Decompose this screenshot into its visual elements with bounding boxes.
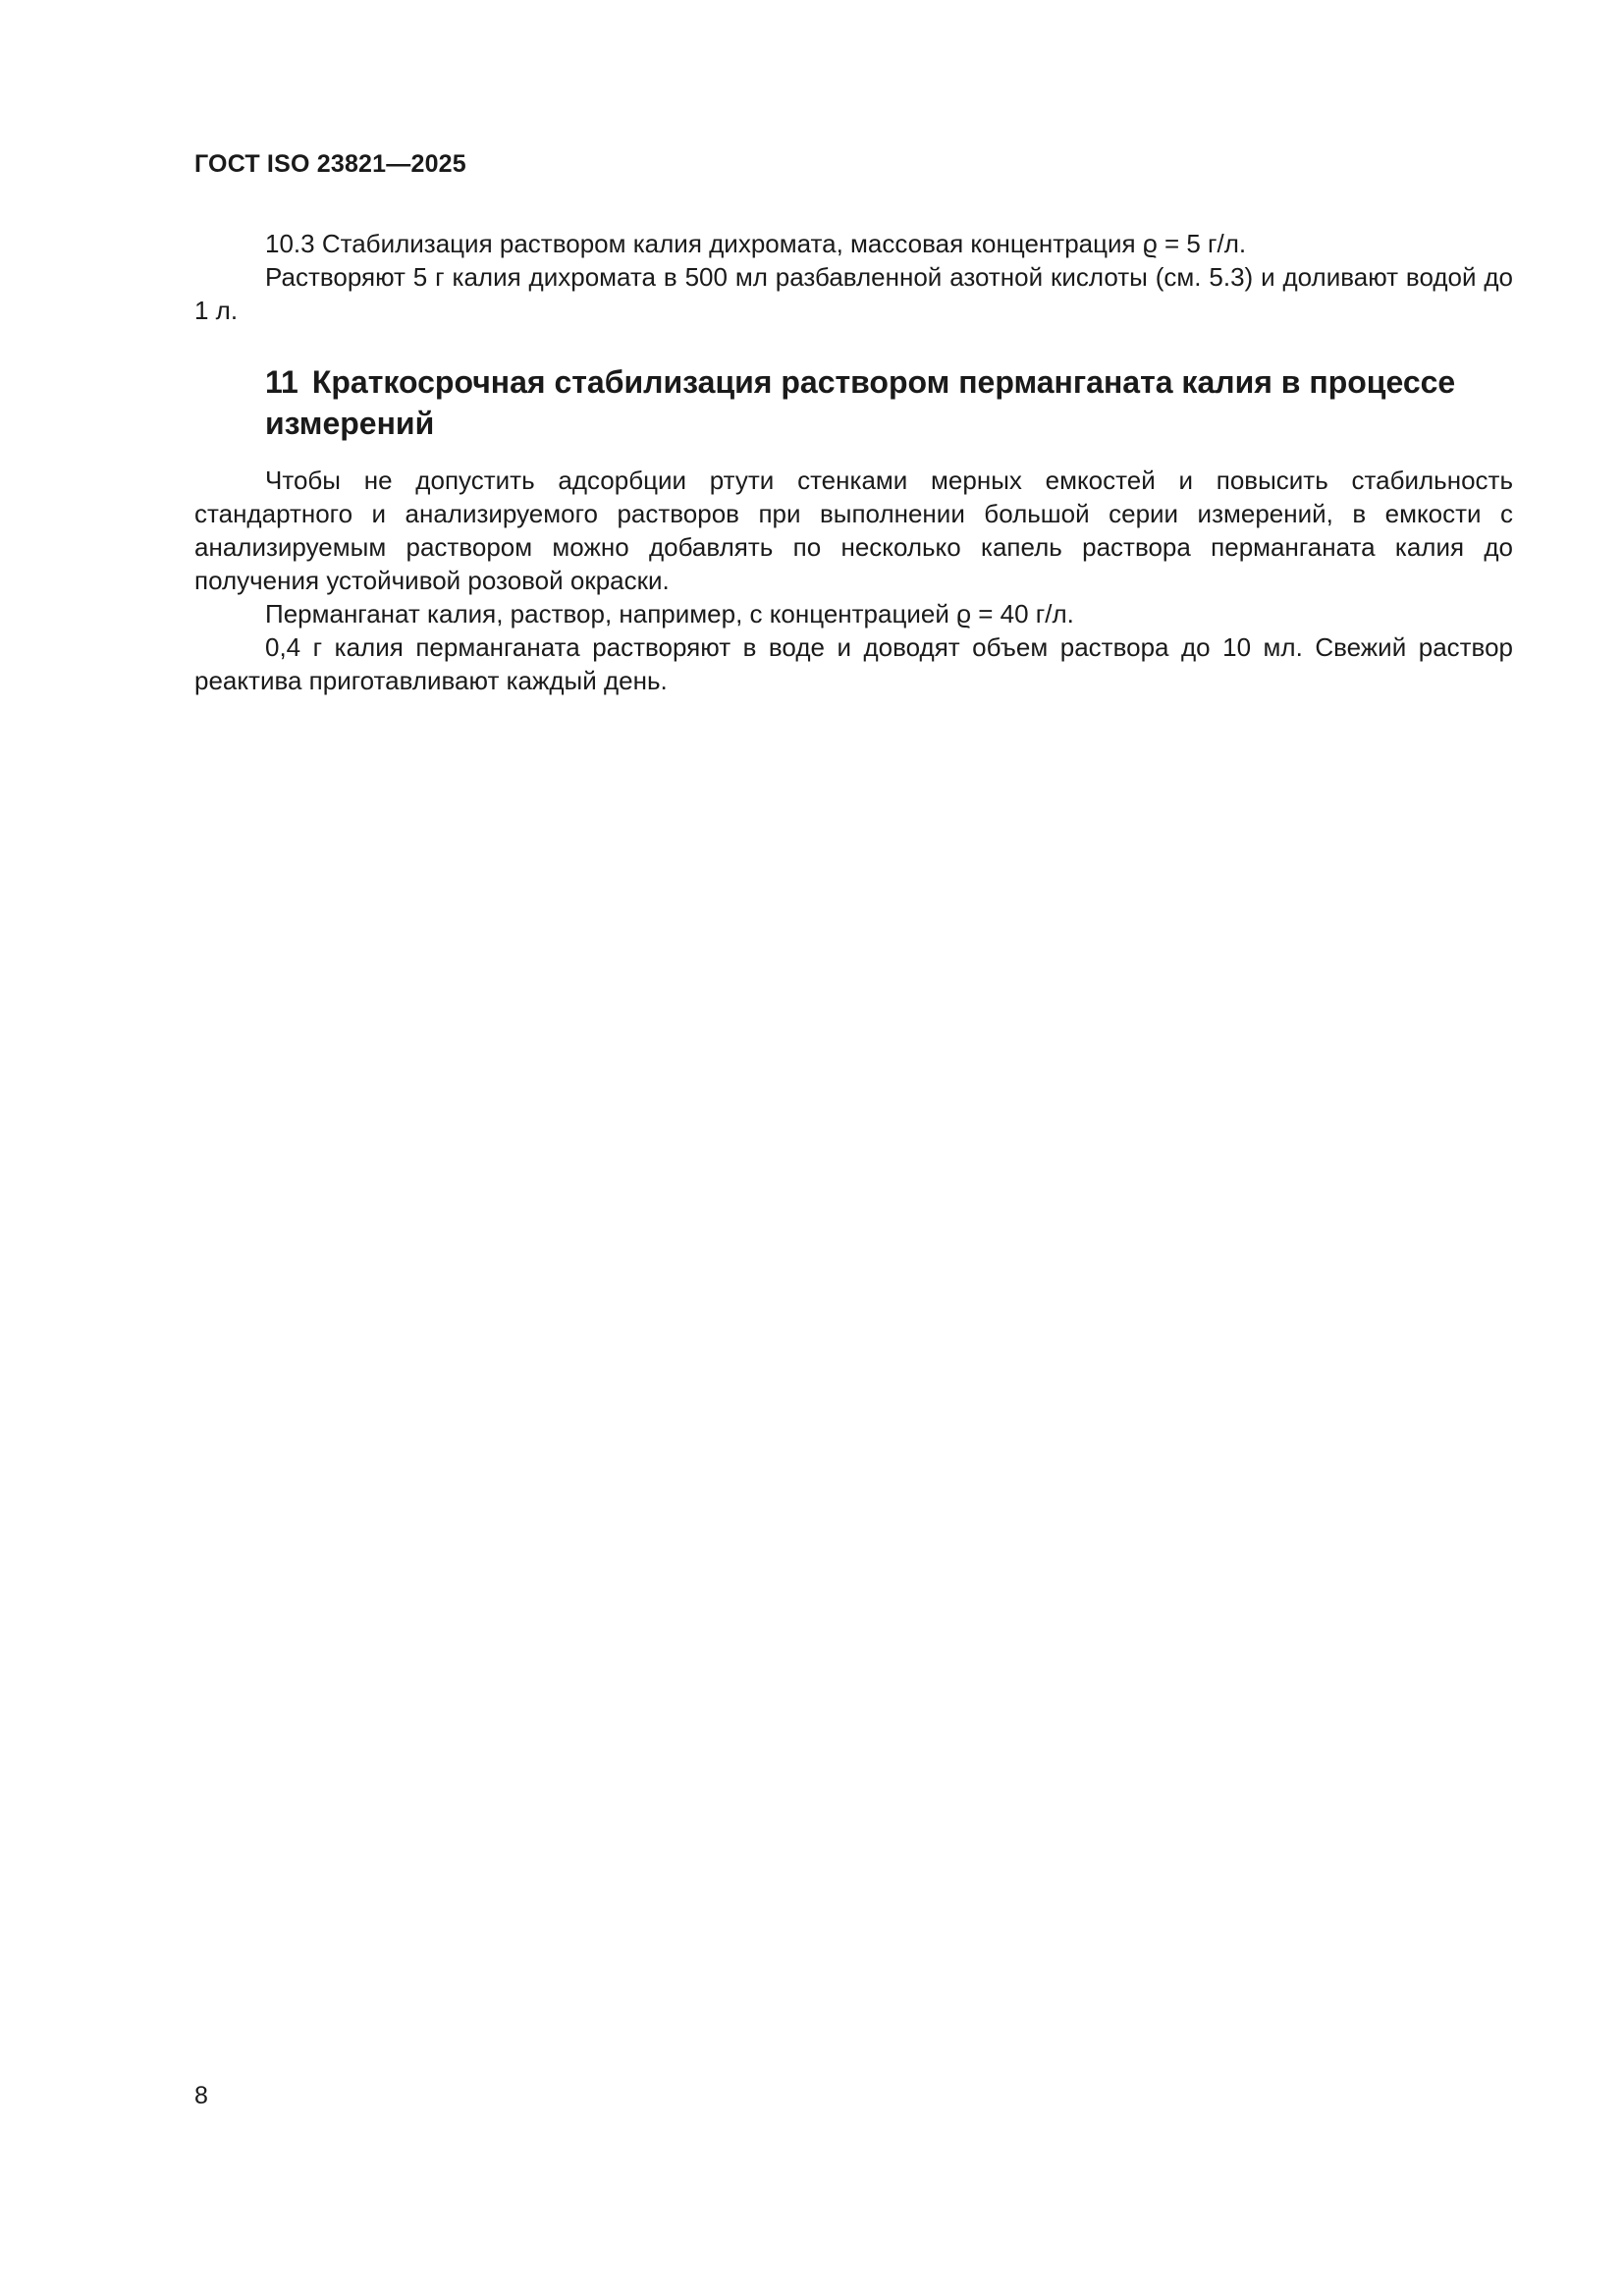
paragraph: Перманганат калия, раствор, например, с концентрацией ϱ = 40 г/л. (265, 599, 1074, 629)
paragraph: Растворяют 5 г калия дихромата в 500 мл разбавленной азотной кислоты (см. 5.3) и доливают водой до 1 л. (194, 262, 1513, 325)
paragraph: Чтобы не допустить адсорбции ртути стенками мерных емкостей и повысить стабильность стандартного и анализируемого растворов при выполнении большой серии измерений, в емкости с анализируемым раствором можно добавлять по несколько капель раствора перманганата калия до получения устойчивой розовой окраски. (194, 465, 1513, 595)
document-header: ГОСТ ISO 23821—2025 (194, 150, 466, 178)
page-number: 8 (194, 2082, 208, 2109)
paragraph: 0,4 г калия перманганата растворяют в воде и доводят объем раствора до 10 мл. Свежий раствор реактива приготавливают каждый день. (194, 632, 1513, 695)
section-11-body (194, 464, 1513, 697)
paragraph: 10.3 Стабилизация раствором калия дихромата, массовая концентрация ϱ = 5 г/л. (265, 229, 1247, 258)
section-10-3 (194, 227, 1513, 327)
section-title: Краткосрочная стабилизация раствором перманганата калия в процессе измерений (265, 364, 1456, 441)
section-number: 11 (265, 364, 298, 400)
section-11-heading (265, 361, 1517, 444)
